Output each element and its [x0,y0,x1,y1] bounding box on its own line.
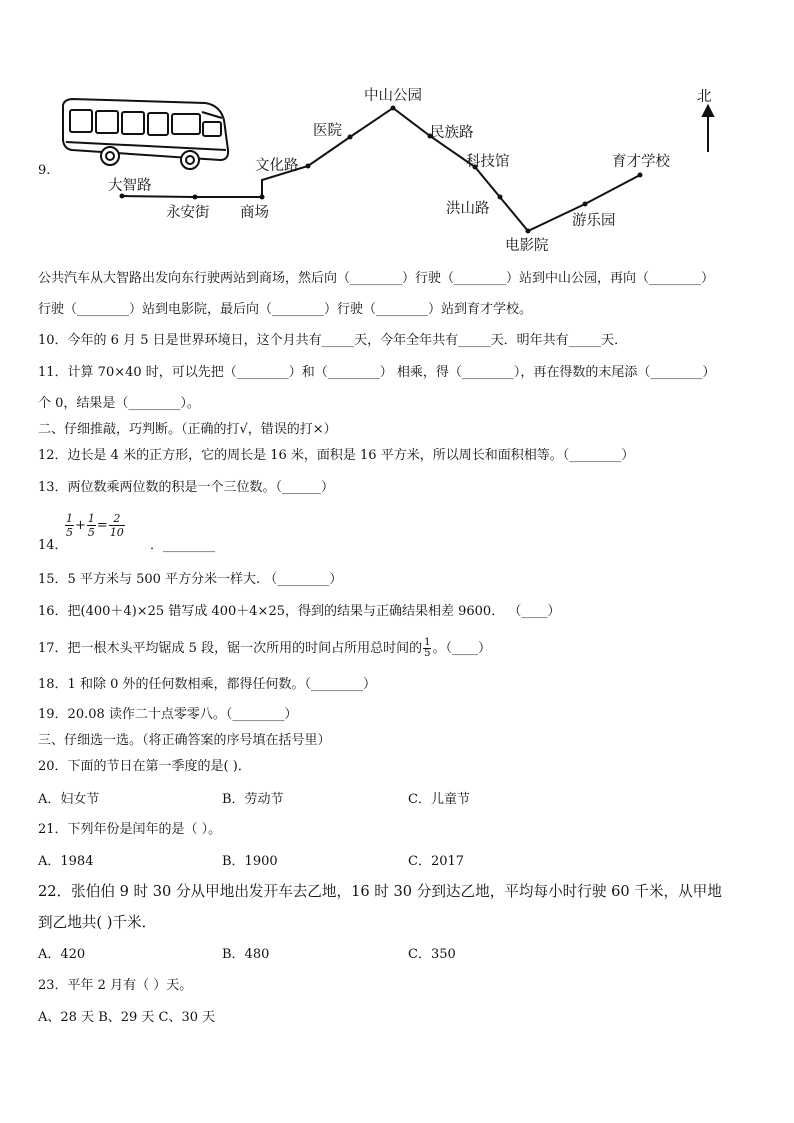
q9-text-line1: 公共汽车从大智路出发向东行驶两站到商场，然后向（________）行驶（________）站到中山公园，再向（________） [38,271,715,286]
stop-label-youle: 游乐园 [572,213,616,229]
stop-dianying [526,229,531,234]
q14-prefix: 14． [38,538,68,553]
q14-plus: + [75,518,86,533]
q11-line2: 个 0，结果是（________）。 [38,396,200,411]
q11-line1: 11．计算 70×40 时，可以先把（________）和（________） 相乘，得（________），再在得数的末尾添（________） [38,365,716,380]
q22-option-b: B．480 [222,947,270,962]
section-3-heading: 三、仔细选一选。（将正确答案的序号填在括号里） [38,733,331,748]
route-map [0,0,794,265]
q9-number: 9. [38,163,51,178]
q21-option-c: C．2017 [408,854,465,869]
stop-label-dianying: 电影院 [505,238,549,254]
q22-option-a: A．420 [38,947,86,962]
stop-yiyuan [348,135,353,140]
q22-options [38,947,538,965]
q9-text-line2: 行驶（________）站到电影院，最后向（________）行驶（________）站到育才学校。 [38,302,533,317]
stop-label-yongan: 永安街 [166,205,210,221]
q21-option-a: A．1984 [38,854,94,869]
q20-option-b: B．劳动节 [222,792,284,807]
q14-fraction-2: $\frac{1}{5}$ [87,512,95,539]
q22-line1: 22．张伯伯 9 时 30 分从甲地出发开车去乙地，16 时 30 分到达乙地，平均每小时行驶 60 千米，从甲地 [38,883,722,900]
stop-label-zhongshan: 中山公园 [364,88,422,104]
q17-fraction: $\frac{1}{5}$ [424,637,431,659]
stop-hongshan [498,195,503,200]
stop-label-dazhi: 大智路 [108,178,152,194]
stop-yucai [638,173,643,178]
q18: 18．1 和除 0 外的任何数相乘，都得任何数。（________） [38,677,376,692]
q23-options: A、28 天 B、29 天 C、30 天 [38,1010,216,1025]
stop-zhongshan [391,106,396,111]
q14-fraction-1: $\frac{1}{5}$ [66,512,73,539]
stop-label-minzu: 民族路 [430,125,474,141]
stop-label-wenhua: 文化路 [255,158,299,174]
q15: 15．5 平方米与 500 平方分米一样大. （________） [38,572,343,587]
stop-shangchang [260,195,265,200]
stop-yongan [193,195,198,200]
stop-label-hongshan: 洪山路 [446,201,490,217]
stop-label-yucai: 育才学校 [612,154,670,170]
section-2-heading: 二、仔细推敲，巧判断。（正确的打√，错误的打×） [38,422,337,437]
q14-fraction-3: $\frac{2}{10}$ [109,512,124,539]
q20-option-c: C．儿童节 [408,792,470,807]
q21-stem: 21．下列年份是闰年的是（ ）。 [38,822,222,837]
q17 [38,638,491,659]
stop-wenhua [306,164,311,169]
q21-option-b: B．1900 [222,854,278,869]
q14-suffix: ．________ [150,538,216,553]
stop-youle [583,202,588,207]
q22-option-c: C．350 [408,947,456,962]
q23-stem: 23．平年 2 月有（ ）天。 [38,978,193,993]
q17-suffix: 。（____） [432,641,491,656]
bus-icon [63,99,228,169]
q16: 16．把(400＋4)×25 错写成 400＋4×25，得到的结果与正确结果相差 9600． （____） [38,604,561,619]
q17-text: 17．把一根木头平均锯成 5 段，锯一次所用的时间占所用总时间的 [38,641,423,656]
q22-line2: 到乙地共( )千米． [38,914,157,931]
stop-label-shangchang: 商场 [240,205,269,221]
north-label: 北 [697,89,712,105]
q13: 13．两位数乘两位数的积是一个三位数。（______） [38,480,335,495]
stop-label-keji: 科技馆 [466,154,510,170]
q20-options [38,792,538,810]
q10: 10．今年的 6 月 5 日是世界环境日，这个月共有_____天，今年全年共有_____天．明年共有_____天． [38,333,628,348]
north-arrow-icon [703,106,713,152]
q14-equals: = [96,518,108,533]
stop-dazhi [120,194,125,199]
stop-label-yiyuan: 医院 [313,123,342,139]
q20-option-a: A．妇女节 [38,792,100,807]
q21-options [38,854,538,872]
q12: 12．边长是 4 米的正方形，它的周长是 16 米，面积是 16 平方米，所以周长和面积相等。（________） [38,448,635,463]
q20-stem: 20．下面的节日在第一季度的是( )． [38,759,251,774]
q19: 19．20.08 读作二十点零零八。（________） [38,707,298,722]
